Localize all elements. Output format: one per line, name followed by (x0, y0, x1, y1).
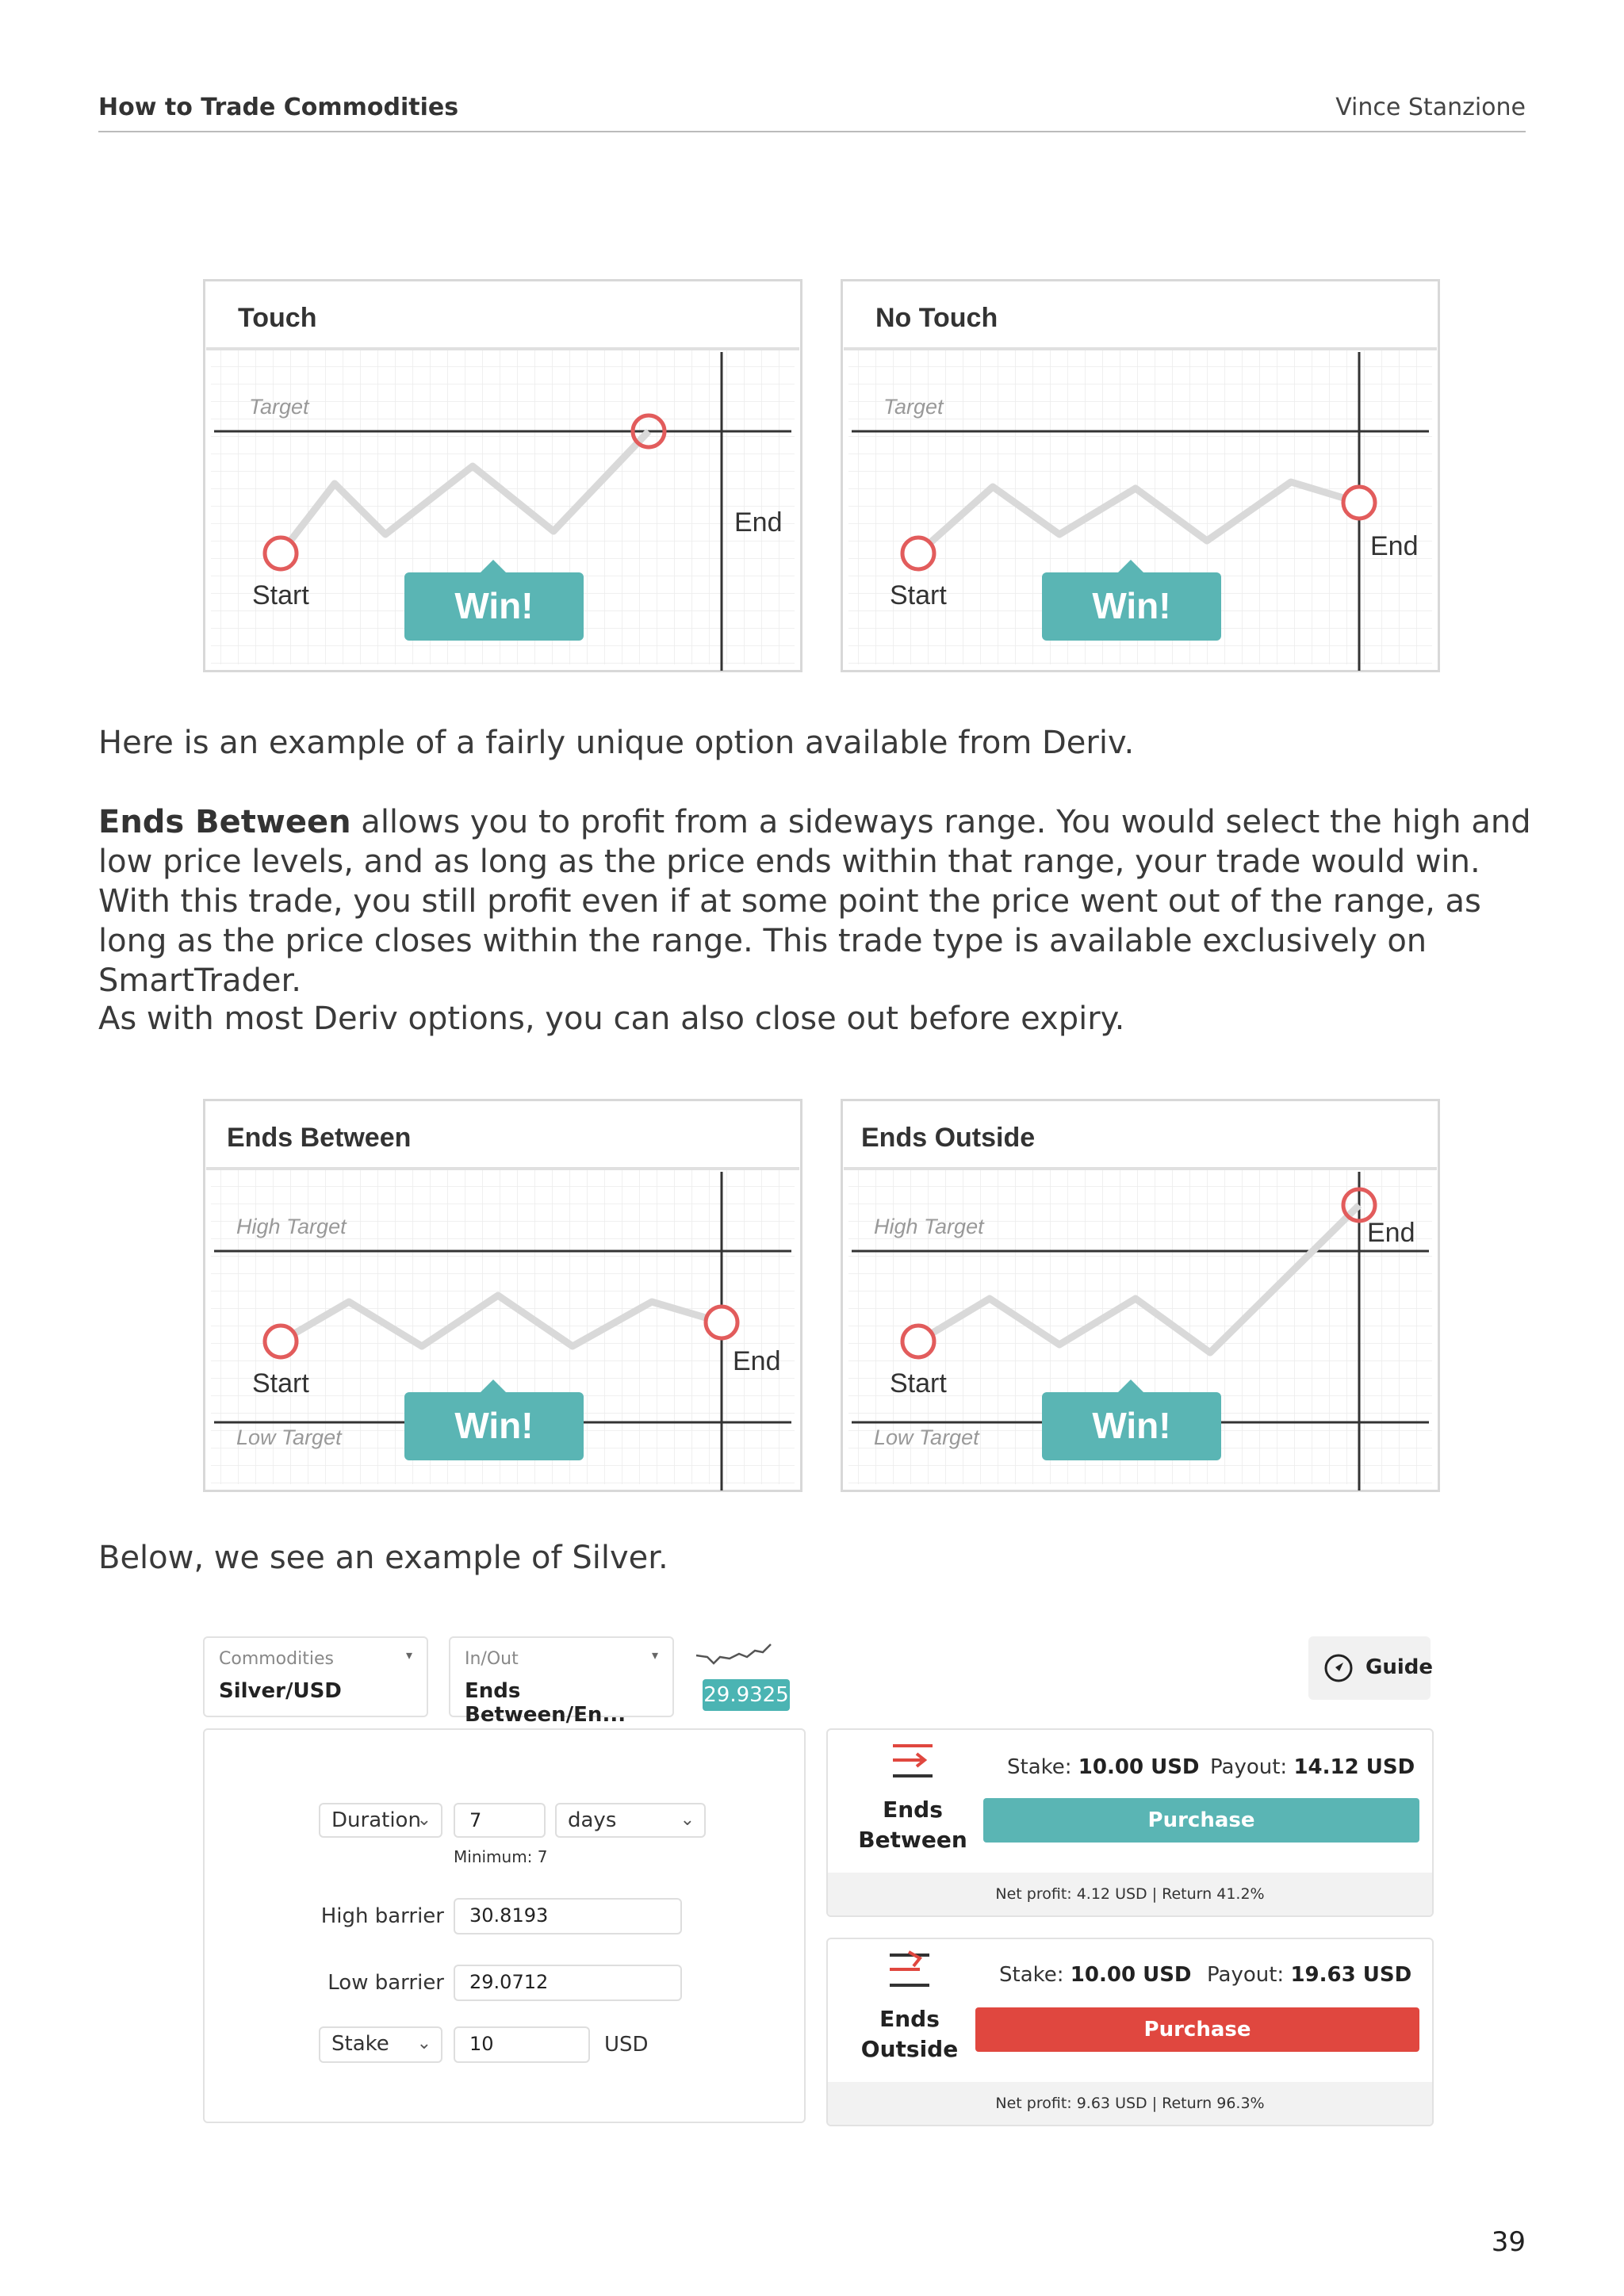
start-marker (265, 1326, 297, 1357)
trade-category-label: In/Out (465, 1649, 519, 1669)
running-header-author: Vince Stanzione (1335, 94, 1526, 121)
end-label: End (1367, 1218, 1415, 1248)
ends-between-description: allows you to profit from a sideways range. You would select the high and low price levels, and as long as the price ends within that range, your trade would win. With this trade, you still profit even if at some point the price went out of the range, as long as the price closes within the range. This trade type is available exclusively on SmartTrader. (98, 804, 1531, 999)
market-category-label: Commodities (219, 1649, 334, 1669)
end-label: End (734, 507, 783, 538)
target-label: Target (249, 395, 309, 419)
header-rule (98, 131, 1526, 132)
stake-label: Stake (331, 2032, 389, 2056)
ends-between-paragraph (98, 802, 1534, 1001)
start-label: Start (252, 580, 309, 610)
ends-between-term: Ends Between (98, 804, 351, 840)
duration-label: Duration (331, 1808, 421, 1832)
stake-type-dropdown[interactable] (319, 2026, 442, 2063)
ends-between-name: Ends Between (858, 1797, 967, 1853)
start-marker (902, 538, 934, 569)
market-selector[interactable] (203, 1636, 428, 1717)
duration-minimum-note: Minimum: 7 (454, 1847, 548, 1866)
ends-outside-net-profit: Net profit: 9.63 USD | Return 96.3% (828, 2082, 1432, 2125)
low-barrier-label: Low barrier (327, 1971, 444, 1995)
start-label: Start (890, 580, 947, 610)
start-marker (265, 538, 297, 569)
ends-outside-diagram (841, 1099, 1440, 1492)
diagram-title: No Touch (875, 303, 998, 333)
diagram-title: Touch (238, 303, 317, 333)
high-barrier-input[interactable]: 30.8193 (454, 1898, 682, 1934)
stake-input[interactable]: 10 (454, 2026, 590, 2063)
ends-between-card (826, 1728, 1434, 1917)
dropdown-caret-icon: ▾ (651, 1647, 658, 1663)
start-label: Start (890, 1368, 947, 1399)
silver-intro-paragraph: Below, we see an example of Silver. (98, 1540, 668, 1576)
spot-price-badge: 29.9325 (703, 1679, 790, 1711)
ends-between-diagram (203, 1099, 802, 1492)
start-marker (902, 1326, 934, 1357)
guide-label: Guide (1365, 1655, 1434, 1679)
ends-between-icon (888, 1741, 937, 1781)
chevron-down-icon: ⌄ (416, 1810, 431, 1830)
running-header-title: How to Trade Commodities (98, 94, 459, 121)
ends-outside-icon (885, 1950, 934, 1990)
win-label: Win! (454, 585, 534, 626)
end-label: End (1370, 531, 1419, 561)
guide-compass-icon (1323, 1652, 1354, 1684)
high-target-label: High Target (874, 1215, 984, 1238)
stake-currency: USD (604, 2033, 649, 2057)
win-label: Win! (1092, 585, 1171, 626)
no-touch-diagram (841, 279, 1440, 672)
high-barrier-label: High barrier (320, 1904, 444, 1928)
diagram-title: Ends Between (227, 1123, 412, 1153)
touch-diagram (203, 279, 802, 672)
ends-outside-stake: Stake: 10.00 USD (999, 1963, 1192, 1987)
ends-outside-payout: Payout: 19.63 USD (1207, 1963, 1412, 1987)
dropdown-caret-icon: ▾ (405, 1647, 412, 1663)
ends-between-stake: Stake: 10.00 USD (1007, 1755, 1200, 1779)
end-label: End (733, 1346, 781, 1376)
duration-type-dropdown[interactable] (319, 1803, 442, 1838)
market-value: Silver/USD (219, 1679, 342, 1703)
start-label: Start (252, 1368, 309, 1399)
duration-input[interactable]: 7 (454, 1803, 546, 1838)
ends-outside-purchase-button[interactable]: Purchase (975, 2007, 1419, 2052)
intro-paragraph: Here is an example of a fairly unique option available from Deriv. (98, 725, 1135, 761)
low-barrier-input[interactable]: 29.0712 (454, 1965, 682, 2001)
end-marker (706, 1307, 737, 1338)
diagram-title: Ends Outside (861, 1123, 1036, 1153)
ends-outside-card (826, 1938, 1434, 2126)
ends-between-purchase-button[interactable]: Purchase (983, 1798, 1419, 1843)
ends-outside-name: Ends Outside (860, 2006, 959, 2062)
page-number: 39 (1491, 2226, 1526, 2258)
end-marker (1343, 487, 1375, 519)
win-label: Win! (454, 1405, 534, 1446)
win-label: Win! (1092, 1405, 1171, 1446)
close-out-paragraph: As with most Deriv options, you can also close out before expiry. (98, 1001, 1125, 1037)
ends-between-net-profit: Net profit: 4.12 USD | Return 41.2% (828, 1873, 1432, 1915)
chevron-down-icon: ⌄ (680, 1810, 695, 1830)
guide-button[interactable] (1308, 1636, 1434, 1700)
chevron-down-icon: ⌄ (416, 2034, 431, 2053)
duration-unit: days (568, 1808, 617, 1832)
sparkline-icon (695, 1643, 774, 1671)
high-target-label: High Target (236, 1215, 347, 1238)
trade-type-value: Ends Between/En... (465, 1679, 626, 1727)
low-target-label: Low Target (874, 1425, 979, 1449)
low-target-label: Low Target (236, 1425, 342, 1449)
duration-unit-dropdown[interactable] (555, 1803, 706, 1838)
target-label: Target (883, 395, 944, 419)
ends-between-payout: Payout: 14.12 USD (1210, 1755, 1415, 1779)
trade-type-selector[interactable] (449, 1636, 674, 1727)
